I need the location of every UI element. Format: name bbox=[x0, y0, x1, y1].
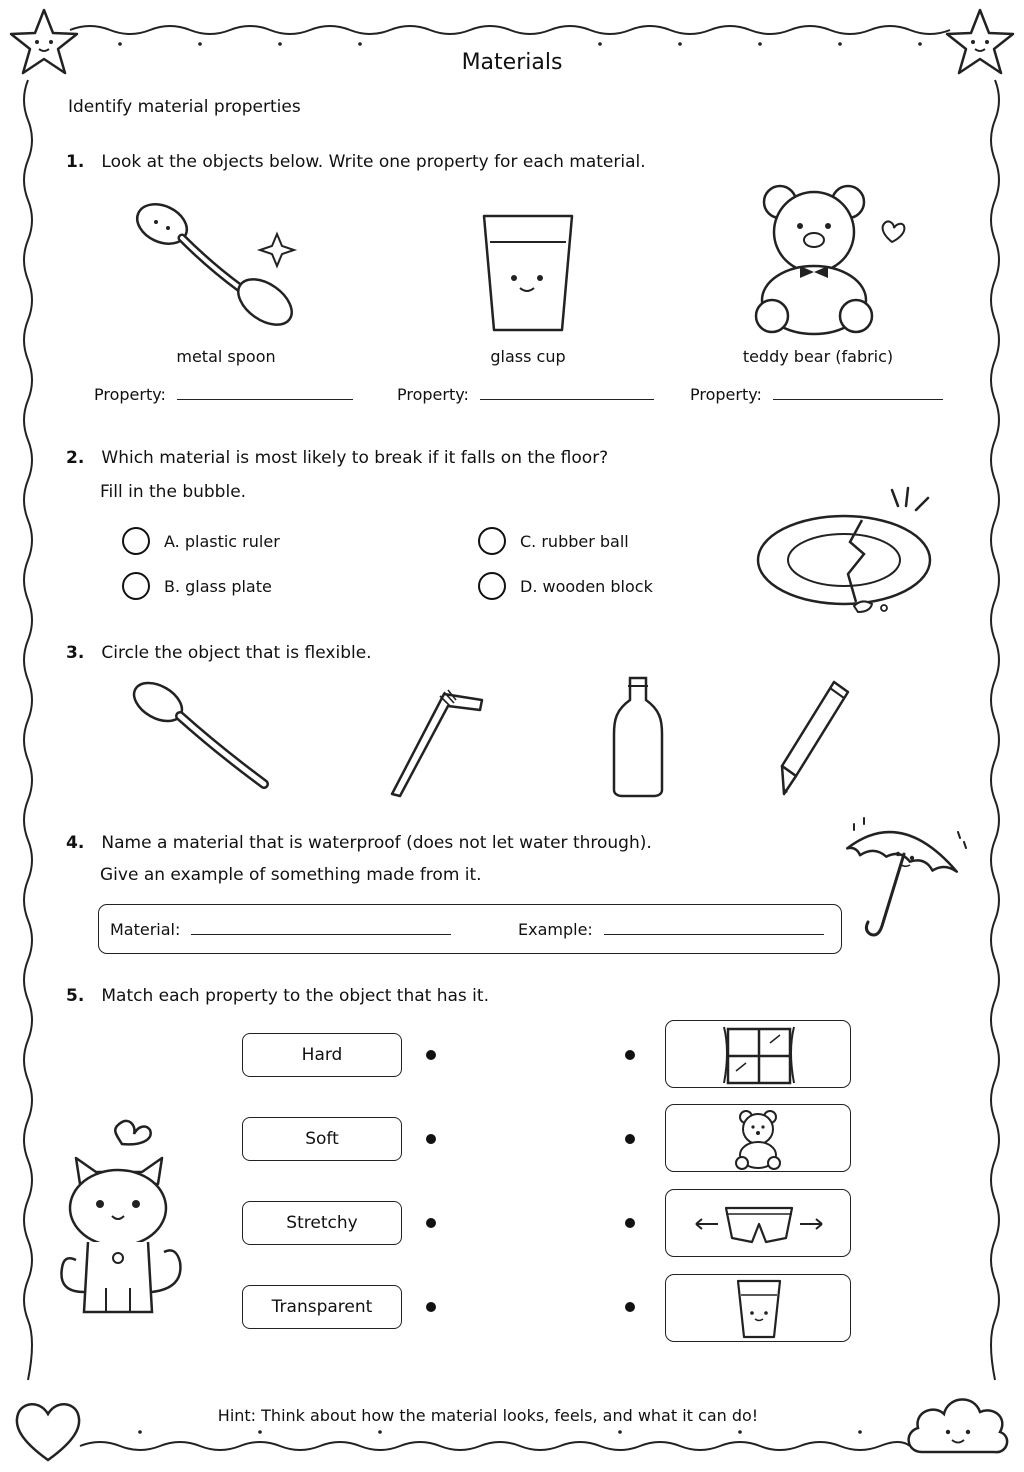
question-number: 3. bbox=[66, 643, 85, 663]
answer-bubble[interactable] bbox=[478, 572, 506, 600]
example-label: Example: bbox=[518, 920, 593, 939]
property-box-stretchy[interactable]: Stretchy bbox=[242, 1201, 402, 1245]
question-1 bbox=[66, 152, 646, 172]
match-dot[interactable] bbox=[426, 1050, 436, 1060]
question-text: Which material is most likely to break if it falls on the floor? bbox=[101, 448, 609, 468]
material-answer-line[interactable] bbox=[191, 920, 451, 935]
question-text: Name a material that is waterproof (does not let water through). bbox=[101, 833, 652, 853]
question-number: 5. bbox=[66, 986, 85, 1006]
match-dot[interactable] bbox=[426, 1134, 436, 1144]
question-number: 4. bbox=[66, 833, 85, 853]
option-label: A. plastic ruler bbox=[164, 531, 280, 551]
item-label: teddy bear (fabric) bbox=[742, 347, 894, 366]
glass-cup-icon bbox=[666, 1275, 852, 1343]
page-title: Materials bbox=[461, 50, 563, 75]
object-box-window[interactable] bbox=[665, 1020, 851, 1088]
question-5 bbox=[66, 986, 489, 1006]
pencil-icon[interactable] bbox=[776, 676, 856, 800]
question-text: Circle the object that is flexible. bbox=[101, 643, 372, 663]
answer-bubble[interactable] bbox=[478, 527, 506, 555]
property-row-1 bbox=[94, 385, 353, 404]
page-subtitle: Identify material properties bbox=[68, 97, 301, 117]
stretchy-shorts-icon bbox=[666, 1190, 852, 1258]
option-a[interactable] bbox=[122, 527, 280, 555]
property-answer-line[interactable] bbox=[177, 385, 353, 400]
bottle-icon[interactable] bbox=[608, 674, 668, 798]
option-label: D. wooden block bbox=[520, 576, 653, 596]
question-instruction: Fill in the bubble. bbox=[100, 482, 247, 502]
question-number: 2. bbox=[66, 448, 85, 468]
object-box-teddy[interactable] bbox=[665, 1104, 851, 1172]
cat-icon bbox=[56, 1112, 188, 1328]
property-label: Property: bbox=[397, 385, 469, 404]
teddy-bear-icon bbox=[666, 1105, 852, 1173]
option-d[interactable] bbox=[478, 572, 653, 600]
straw-icon[interactable] bbox=[384, 676, 488, 800]
material-label: Material: bbox=[110, 920, 181, 939]
match-dot[interactable] bbox=[625, 1134, 635, 1144]
object-box-glass[interactable] bbox=[665, 1274, 851, 1342]
match-dot[interactable] bbox=[426, 1218, 436, 1228]
answer-bubble[interactable] bbox=[122, 572, 150, 600]
property-answer-line[interactable] bbox=[480, 385, 654, 400]
property-row-2 bbox=[397, 385, 654, 404]
object-box-shorts[interactable] bbox=[665, 1189, 851, 1257]
example-row bbox=[518, 920, 824, 939]
option-c[interactable] bbox=[478, 527, 629, 555]
answer-bubble[interactable] bbox=[122, 527, 150, 555]
spoon-icon[interactable] bbox=[128, 676, 276, 796]
material-row bbox=[110, 920, 451, 939]
question-4 bbox=[66, 833, 652, 853]
property-row-3 bbox=[690, 385, 943, 404]
spoon-icon bbox=[130, 196, 310, 336]
question-text-2: Give an example of something made from it. bbox=[100, 865, 482, 885]
item-label: metal spoon bbox=[176, 347, 276, 366]
question-text: Look at the objects below. Write one property for each material. bbox=[101, 152, 646, 172]
hint-text: Hint: Think about how the material looks, feels, and what it can do! bbox=[217, 1406, 759, 1425]
property-label: Property: bbox=[94, 385, 166, 404]
umbrella-icon bbox=[840, 808, 974, 948]
glass-cup-icon bbox=[478, 208, 578, 338]
match-dot[interactable] bbox=[625, 1302, 635, 1312]
match-dot[interactable] bbox=[625, 1050, 635, 1060]
broken-plate-icon bbox=[752, 484, 952, 620]
window-icon bbox=[666, 1021, 852, 1089]
question-2 bbox=[66, 448, 608, 468]
property-answer-line[interactable] bbox=[773, 385, 943, 400]
question-3 bbox=[66, 643, 372, 663]
property-box-soft[interactable]: Soft bbox=[242, 1117, 402, 1161]
question-text: Match each property to the object that has it. bbox=[101, 986, 489, 1006]
match-dot[interactable] bbox=[426, 1302, 436, 1312]
match-dot[interactable] bbox=[625, 1218, 635, 1228]
property-label: Property: bbox=[690, 385, 762, 404]
option-label: C. rubber ball bbox=[520, 531, 629, 551]
item-label: glass cup bbox=[490, 347, 566, 366]
question-number: 1. bbox=[66, 152, 85, 172]
property-box-transparent[interactable]: Transparent bbox=[242, 1285, 402, 1329]
example-answer-line[interactable] bbox=[604, 920, 824, 935]
property-box-hard[interactable]: Hard bbox=[242, 1033, 402, 1077]
option-b[interactable] bbox=[122, 572, 272, 600]
option-label: B. glass plate bbox=[164, 576, 272, 596]
teddy-bear-icon bbox=[742, 180, 922, 336]
